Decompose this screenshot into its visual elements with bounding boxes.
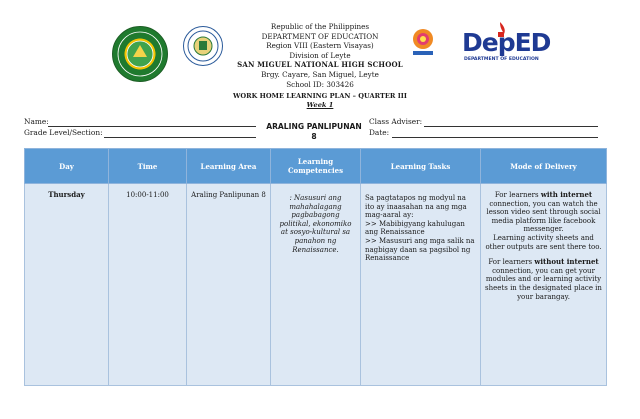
address-line: Brgy. Cayare, San Miguel, Leyte bbox=[261, 69, 379, 79]
header-delivery: Mode of Delivery bbox=[481, 149, 607, 184]
table-row bbox=[25, 184, 607, 386]
subject-label bbox=[262, 122, 366, 142]
task-item-1: >> Mabibigyang kahulugan ang Renaissance bbox=[365, 219, 465, 237]
subject-name: ARALING PANLIPUNAN bbox=[266, 122, 362, 131]
grade-line[interactable] bbox=[104, 137, 256, 138]
subject-grade: 8 bbox=[311, 132, 317, 141]
cell-learning-area: Araling Panlipunan 8 bbox=[187, 184, 271, 386]
deped-wordmark: DepED bbox=[462, 28, 551, 57]
delivery-outputs: Learning activity sheets and other outputs are sent there too. bbox=[485, 233, 602, 251]
delivery-online-pre: For learners bbox=[494, 191, 541, 199]
adviser-label: Class Adviser: bbox=[369, 117, 423, 126]
delivery-offline-post: connection, you can get your modules and or learning activity sheets in the designated place in your barangay. bbox=[485, 266, 602, 301]
deped-logo bbox=[460, 18, 564, 64]
region-line: Region VIII (Eastern Visayas) bbox=[266, 41, 374, 51]
task-intro: Sa pagtatapos ng modyul na ito ay inaasahan na ang mga mag-aaral ay: bbox=[365, 194, 467, 220]
name-line[interactable] bbox=[48, 126, 256, 127]
department-line: DEPARTMENT OF EDUCATION bbox=[261, 31, 379, 41]
header-tasks: Learning Tasks bbox=[361, 149, 481, 184]
delivery-offline-bold: without internet bbox=[534, 257, 599, 267]
table-header-row bbox=[25, 149, 607, 184]
date-line[interactable] bbox=[392, 137, 598, 138]
school-seal bbox=[183, 26, 223, 66]
header-day: Day bbox=[25, 149, 109, 184]
delivery-online bbox=[485, 191, 602, 234]
delivery-online-bold: with internet bbox=[540, 190, 593, 199]
school-name: SAN MIGUEL NATIONAL HIGH SCHOOL bbox=[237, 60, 403, 70]
cell-delivery bbox=[481, 184, 607, 386]
division-line: Division of Leyte bbox=[289, 50, 351, 60]
deped-sub: DEPARTMENT OF EDUCATION bbox=[464, 57, 539, 62]
plan-week: Week 1 bbox=[306, 101, 334, 109]
header-competencies: Learning Competencies bbox=[271, 149, 361, 184]
date-label: Date: bbox=[369, 128, 390, 137]
name-label: Name: bbox=[24, 117, 49, 126]
school-header bbox=[220, 22, 420, 89]
adviser-line[interactable] bbox=[424, 126, 598, 127]
grade-label: Grade Level/Section: bbox=[24, 128, 103, 137]
delivery-offline-pre: For learners bbox=[488, 258, 535, 267]
task-item-2: >> Masusuri ang mga salik na nagbigay daan sa pagsibol ng Renaissance bbox=[365, 236, 475, 263]
republic-line: Republic of the Philippines bbox=[270, 22, 370, 31]
division-seal bbox=[112, 26, 168, 82]
delivery-offline bbox=[485, 258, 602, 301]
header-time: Time bbox=[109, 149, 187, 184]
cell-day: Thursday bbox=[25, 184, 109, 386]
school-id-line: School ID: 303426 bbox=[286, 79, 354, 89]
header-learning-area: Learning Area bbox=[187, 149, 271, 184]
cell-time: 10:00-11:00 bbox=[109, 184, 187, 386]
cell-tasks bbox=[361, 184, 481, 386]
delivery-online-post: connection, you can watch the lesson video sent through social media platform like facebook messenger. bbox=[486, 199, 601, 234]
cell-competency: : Nasusuri ang mahahalagang pagbabagong politikal, ekonomiko at sosyo-kultural sa panahon ng Renaissance. bbox=[271, 184, 361, 386]
learning-plan-table bbox=[24, 148, 607, 386]
plan-title: WORK HOME LEARNING PLAN – QUARTER III bbox=[233, 92, 407, 100]
